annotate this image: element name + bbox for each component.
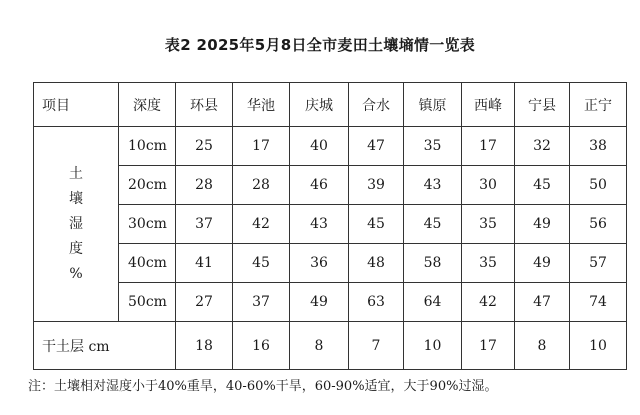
value-cell: 17 xyxy=(462,322,515,370)
soil-moisture-table xyxy=(33,82,627,370)
group-label-char: 度 xyxy=(69,241,83,257)
value-cell: 45 xyxy=(404,205,462,244)
header-cell-county: 华池 xyxy=(233,83,290,127)
depth-cell: 30cm xyxy=(119,205,176,244)
value-cell: 46 xyxy=(290,166,349,205)
value-cell: 35 xyxy=(404,127,462,166)
group-label-char: 壤 xyxy=(69,191,83,207)
header-cell-county: 宁县 xyxy=(515,83,570,127)
value-cell: 42 xyxy=(462,283,515,322)
value-cell: 30 xyxy=(462,166,515,205)
value-cell: 49 xyxy=(290,283,349,322)
header-cell-county: 合水 xyxy=(349,83,404,127)
value-cell: 32 xyxy=(515,127,570,166)
value-cell: 18 xyxy=(176,322,233,370)
header-cell-county: 环县 xyxy=(176,83,233,127)
value-cell: 38 xyxy=(570,127,627,166)
value-cell: 40 xyxy=(290,127,349,166)
table-row xyxy=(34,166,627,205)
value-cell: 43 xyxy=(404,166,462,205)
value-cell: 16 xyxy=(233,322,290,370)
value-cell: 45 xyxy=(349,205,404,244)
value-cell: 45 xyxy=(515,166,570,205)
value-cell: 45 xyxy=(233,244,290,283)
header-cell-county: 西峰 xyxy=(462,83,515,127)
value-cell: 35 xyxy=(462,244,515,283)
value-cell: 74 xyxy=(570,283,627,322)
header-cell-item: 项目 xyxy=(34,83,119,127)
depth-cell: 40cm xyxy=(119,244,176,283)
header-cell-county: 正宁 xyxy=(570,83,627,127)
value-cell: 17 xyxy=(233,127,290,166)
value-cell: 27 xyxy=(176,283,233,322)
value-cell: 64 xyxy=(404,283,462,322)
depth-cell: 10cm xyxy=(119,127,176,166)
header-cell-depth: 深度 xyxy=(119,83,176,127)
table-footnote: 注：土壤相对湿度小于40%重旱，40-60%干旱，60-90%适宜，大于90%过湿。 xyxy=(28,379,498,394)
header-cell-county: 镇原 xyxy=(404,83,462,127)
value-cell: 28 xyxy=(233,166,290,205)
depth-cell: 20cm xyxy=(119,166,176,205)
soil-moisture-group-label xyxy=(34,127,119,322)
value-cell: 50 xyxy=(570,166,627,205)
value-cell: 57 xyxy=(570,244,627,283)
value-cell: 42 xyxy=(233,205,290,244)
dry-layer-row xyxy=(34,322,627,370)
value-cell: 8 xyxy=(515,322,570,370)
value-cell: 17 xyxy=(462,127,515,166)
dry-layer-label: 干土层 cm xyxy=(34,322,176,370)
table-row xyxy=(34,127,627,166)
group-label-char: 土 xyxy=(69,166,83,182)
value-cell: 56 xyxy=(570,205,627,244)
value-cell: 28 xyxy=(176,166,233,205)
value-cell: 8 xyxy=(290,322,349,370)
value-cell: 10 xyxy=(404,322,462,370)
value-cell: 48 xyxy=(349,244,404,283)
value-cell: 10 xyxy=(570,322,627,370)
value-cell: 25 xyxy=(176,127,233,166)
header-cell-county: 庆城 xyxy=(290,83,349,127)
value-cell: 37 xyxy=(176,205,233,244)
group-label-char: 湿 xyxy=(69,216,83,232)
table-row xyxy=(34,244,627,283)
value-cell: 63 xyxy=(349,283,404,322)
value-cell: 49 xyxy=(515,205,570,244)
value-cell: 36 xyxy=(290,244,349,283)
value-cell: 43 xyxy=(290,205,349,244)
depth-cell: 50cm xyxy=(119,283,176,322)
value-cell: 37 xyxy=(233,283,290,322)
value-cell: 7 xyxy=(349,322,404,370)
group-label-char: % xyxy=(69,266,83,282)
value-cell: 39 xyxy=(349,166,404,205)
header-row xyxy=(34,83,627,127)
value-cell: 49 xyxy=(515,244,570,283)
table-row xyxy=(34,283,627,322)
value-cell: 35 xyxy=(462,205,515,244)
value-cell: 41 xyxy=(176,244,233,283)
table-row xyxy=(34,205,627,244)
value-cell: 58 xyxy=(404,244,462,283)
value-cell: 47 xyxy=(515,283,570,322)
value-cell: 47 xyxy=(349,127,404,166)
table-title: 表2 2025年5月8日全市麦田土壤墒情一览表 xyxy=(164,36,476,54)
